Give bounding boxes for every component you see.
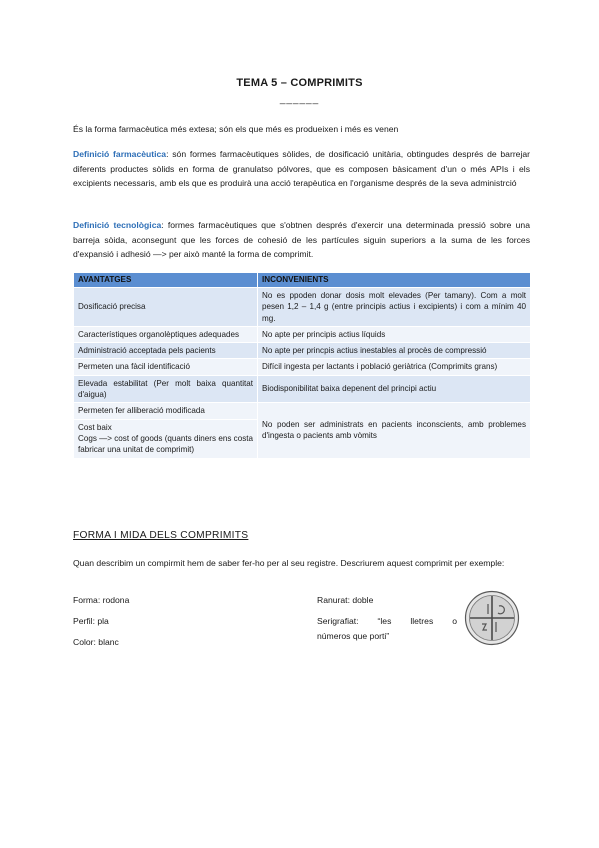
prop-shape: Forma: rodona [73, 595, 130, 605]
disadvantage-cell: No es ppoden donar dosis molt elevades (Per tamany). Com a molt pesen 1,2 – 1,4 g (entre principis actius i excipients) i com a mínim 40 mg. [258, 288, 531, 327]
table-row [74, 403, 531, 419]
definition-technological-label: Definició tecnològica [73, 220, 162, 230]
prop-imprint-line2: números que porti” [317, 630, 390, 641]
definition-pharmaceutical [73, 147, 530, 191]
section-title: FORMA I MIDA DELS COMPRIMITS [73, 530, 249, 541]
advantage-cell: Característiques organolèptiques adequades [74, 326, 258, 342]
advantage-cell: Elevada estabilitat (Per molt baixa quantitat d'aigua) [74, 375, 258, 403]
tablet-icon [464, 590, 520, 646]
prop-color: Color: blanc [73, 637, 119, 647]
table-row [74, 326, 531, 342]
header-disadvantages: INCONVENIENTS [258, 273, 531, 288]
table-header-row [74, 273, 531, 288]
definition-technological-text: : formes farmacèutiques que s'obtnen després d'exercir una determinada pressió sobre una barreja sòida, aconsegunt que les forces de cohesió de les partícules siguin superiors a la suma de les forces d'expansió i adhesió —> per això manté la forma de comprimit. [73, 220, 530, 260]
advantage-cell: Permeten una fàcil identificació [74, 359, 258, 375]
intro-paragraph: És la forma farmacèutica més extesa; són els que més es produeixen i més es venen [73, 124, 399, 134]
table-row [74, 359, 531, 375]
cost-detail: Cogs —> cost of goods (quants diners ens costa fabricar una unitat de comprimit) [78, 433, 253, 455]
advantages-table [73, 272, 531, 459]
advantage-cell: Administració acceptada pels pacients [74, 343, 258, 359]
table-row [74, 375, 531, 403]
cost-title: Cost baix [78, 422, 112, 432]
table-row [74, 288, 531, 327]
advantage-cell: Dosificació precisa [74, 288, 258, 327]
disadvantage-cell: Biodisponibilitat baixa depenent del principi actiu [258, 375, 531, 403]
disadvantage-cell: No apte per princpis actius inestables al procès de compressió [258, 343, 531, 359]
tablet-illustration [464, 590, 520, 651]
prop-profile: Perfil: pla [73, 616, 109, 626]
definition-pharmaceutical-text: : són formes farmacèutiques sòlides, de dosificació unitària, obtingudes després de barrejar diferents productes sòlids en forma de granulatso pólvores, que es composen bàsicament d'un o més APIs i els excipients necessaris, amb els que es produirà una acció terapèutica en l'organisme després de la seva administrció [73, 149, 531, 189]
header-advantages: AVANTATGES [74, 273, 258, 288]
prop-imprint-line1: Serigrafiat: “les lletres o [317, 616, 457, 626]
prop-imprint [317, 614, 457, 643]
disadvantage-cell: Difícil ingesta per lactants i població geriàtrica (Comprimits grans) [258, 359, 531, 375]
advantage-cell: Permeten fer alliberació modificada [74, 403, 258, 419]
advantage-cell [74, 419, 258, 458]
section-intro: Quan describim un compirmit hem de saber fer-ho per al seu registre. Descriurem aquest comprimit per exemple: [73, 558, 505, 568]
table-row [74, 343, 531, 359]
disadvantage-cell: No apte per principis actius líquids [258, 326, 531, 342]
prop-score: Ranurat: doble [317, 595, 374, 605]
definition-pharmaceutical-label: Definició farmacèutica [73, 149, 167, 159]
title-underline: ______ [279, 94, 320, 105]
page-title: TEMA 5 – COMPRIMITS [236, 77, 363, 89]
definition-technological [73, 218, 530, 262]
disadvantage-cell: No poden ser administrats en pacients inconscients, amb problemes d'ingesta o pacients amb vòmits [258, 403, 531, 458]
